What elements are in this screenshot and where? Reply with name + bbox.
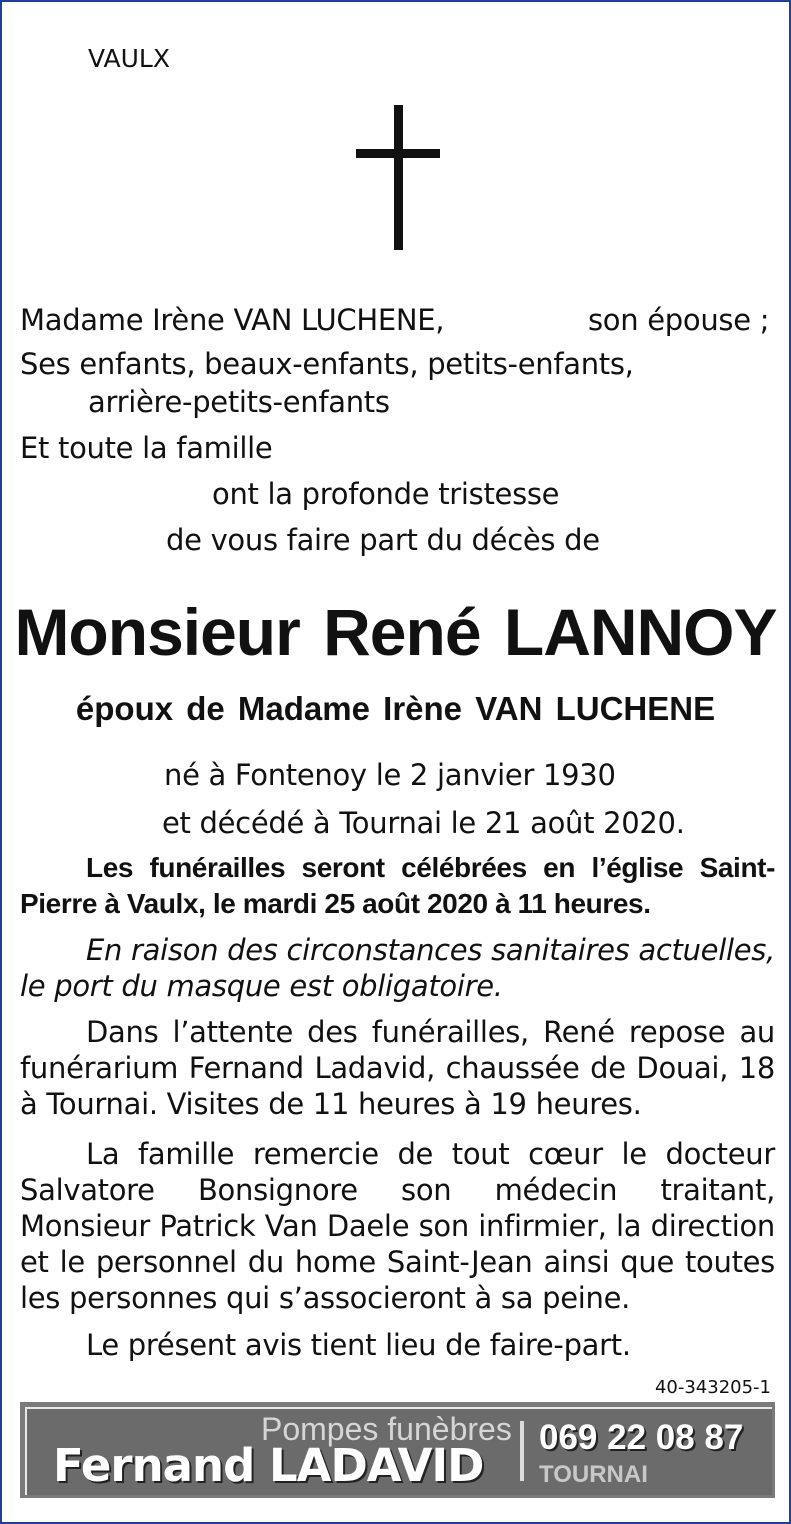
funeral-home-banner — [20, 1402, 775, 1498]
banner-city: TOURNAI — [539, 1461, 648, 1488]
family-line-4: Et toute la famille — [20, 431, 273, 465]
cross-icon — [356, 105, 440, 250]
banner-divider — [520, 1421, 524, 1481]
rest-paragraph: Dans l’attente des funérailles, René repose au funérarium Fernand Ladavid, chaussée de Douai, 18 à Tournai. Visites de 11 heures à 19 heures. — [20, 1015, 775, 1121]
place-heading: VAULX — [88, 44, 170, 73]
family-line-3: arrière-petits-enfants — [88, 385, 390, 419]
birth-line: né à Fontenoy le 2 janvier 1930 — [164, 758, 616, 792]
thanks-paragraph: La famille remercie de tout cœur le docteur Salvatore Bonsignore son médecin traitant, Monsieur Patrick Van Daele son infirmier, la direction et le personnel du home Saint-Jean ainsi que toutes les personnes qui s’associeront à sa peine. — [20, 1137, 775, 1315]
reference-number: 40-343205-1 — [654, 1377, 771, 1398]
family-line-2: Ses enfants, beaux-enfants, petits-enfants, — [20, 347, 634, 381]
family-line-1-right: son épouse ; — [588, 303, 770, 337]
family-line-5: ont la profonde tristesse — [212, 477, 560, 511]
banner-tagline: Pompes funèbres — [261, 1411, 512, 1447]
family-line-6: de vous faire part du décès de — [166, 523, 600, 557]
death-line: et décédé à Tournai le 21 août 2020. — [162, 806, 685, 840]
family-line-1-left: Madame Irène VAN LUCHENE, — [20, 303, 445, 337]
banner-phone: 069 22 08 87 — [539, 1418, 744, 1457]
funeral-paragraph: Les funérailles seront célébrées en l’église Saint-Pierre à Vaulx, le mardi 25 août 2020 à 11 heures. — [20, 852, 775, 919]
banner-company: Fernand LADAVID — [53, 1439, 484, 1492]
deceased-spouse: époux de Madame Irène VAN LUCHENE — [75, 690, 716, 727]
notice-paragraph: Le présent avis tient lieu de faire-part. — [86, 1328, 631, 1362]
mask-paragraph: En raison des circonstances sanitaires actuelles, le port du masque est obligatoire. — [20, 933, 775, 1003]
deceased-name: Monsieur René LANNOY — [14, 595, 777, 669]
